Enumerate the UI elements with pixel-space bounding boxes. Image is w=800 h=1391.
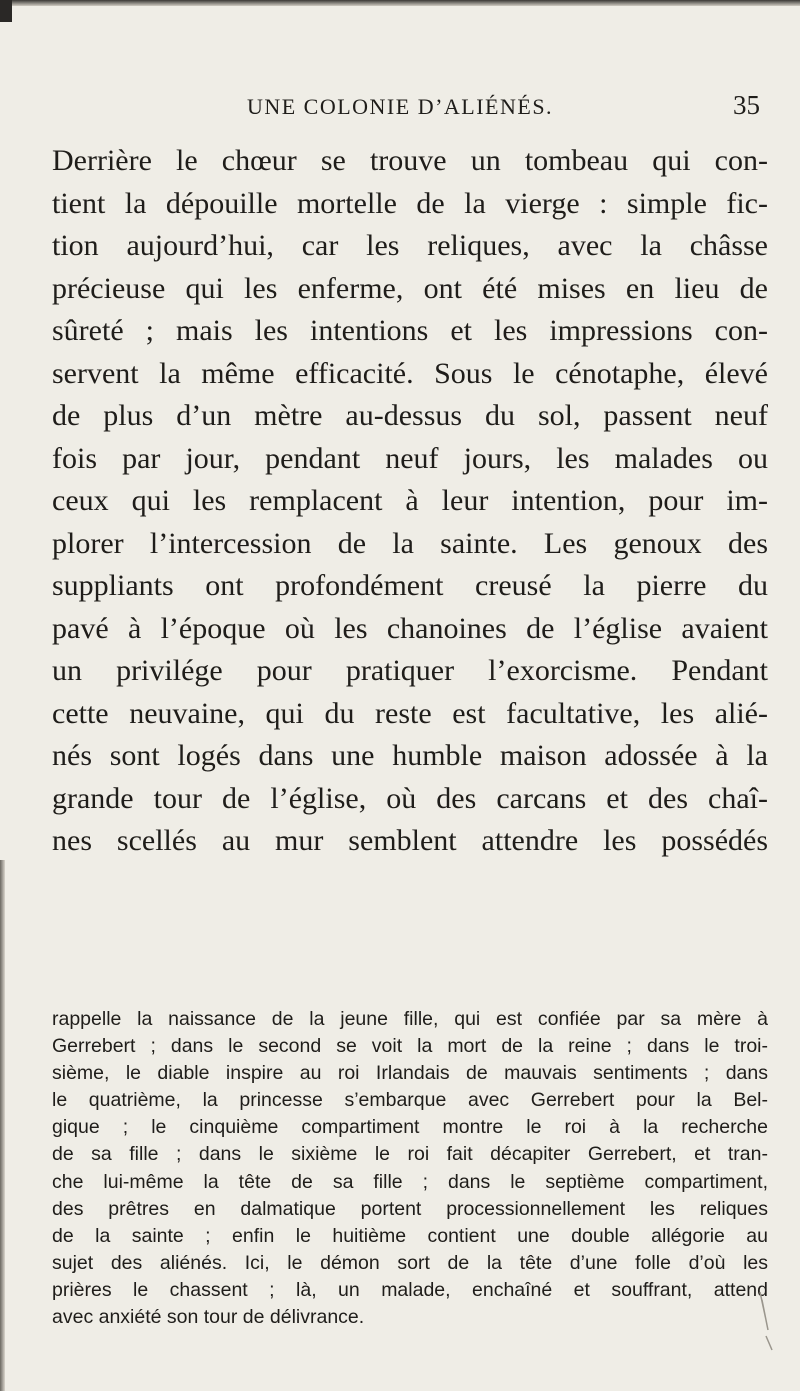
note-line: sième, le diable inspire au roi Irlandais de mauvais sentiments ; dans <box>52 1062 768 1085</box>
note-line: rappelle la naissance de la jeune fille, qui est confiée par sa mère à <box>52 1008 768 1030</box>
body-line: nes scellés au mur semblent attendre les possédés <box>52 824 768 857</box>
body-line: tion aujourd’hui, car les reliques, avec la châsse <box>52 229 768 262</box>
body-line: nés sont logés dans une humble maison adossée à la <box>52 739 768 772</box>
note-line: Gerrebert ; dans le second se voit la mort de la reine ; dans le troi- <box>52 1035 768 1058</box>
body-line: tient la dépouille mortelle de la vierge : simple fic- <box>52 186 768 220</box>
body-line: servent la même efficacité. Sous le cénotaphe, élevé <box>52 356 768 390</box>
note-line: de la sainte ; enfin le huitième contient une double allégorie au <box>52 1224 768 1247</box>
note-line: le quatrième, la princesse s’embarque avec Gerrebert pour la Bel- <box>52 1089 768 1112</box>
ink-smudge <box>752 1290 800 1390</box>
note-line: des prêtres en dalmatique portent processionnellement les reliques <box>52 1197 768 1220</box>
note-line: de sa fille ; dans le sixième le roi fait décapiter Gerrebert, et tran- <box>52 1143 768 1166</box>
body-line: un privilége pour pratiquer l’exorcisme. Pendant <box>52 654 768 687</box>
body-line: ceux qui les remplacent à leur intention, pour im- <box>52 484 768 517</box>
body-line: fois par jour, pendant neuf jours, les malades ou <box>52 441 768 475</box>
note-line: prières le chassent ; là, un malade, enchaîné et souffrant, attend <box>52 1278 768 1301</box>
top-page-edge <box>0 0 800 6</box>
body-line: grande tour de l’église, où des carcans et des chaî- <box>52 781 768 815</box>
note-line: gique ; le cinquième compartiment montre le roi à la recherche <box>52 1116 768 1139</box>
note-line: che lui-même la tête de sa fille ; dans le septième compartiment, <box>52 1170 768 1193</box>
body-line: suppliants ont profondément creusé la pierre du <box>52 569 768 602</box>
left-page-edge <box>0 860 5 1391</box>
page-corner-mark <box>0 0 12 22</box>
body-line: sûreté ; mais les intentions et les impressions con- <box>52 314 768 347</box>
body-line: précieuse qui les enferme, ont été mises en lieu de <box>52 271 768 305</box>
running-title: UNE COLONIE D’ALIÉNÉS. <box>246 94 554 119</box>
note-line: sujet des aliénés. Ici, le démon sort de la tête d’une folle d’où les <box>52 1251 768 1274</box>
body-line: de plus d’un mètre au-dessus du sol, passent neuf <box>52 399 768 432</box>
note-line: avec anxiété son tour de délivrance. <box>52 1306 365 1329</box>
body-line: plorer l’intercession de la sainte. Les genoux des <box>52 526 768 560</box>
running-head <box>120 88 760 128</box>
body-line: Derrière le chœur se trouve un tombeau qui con- <box>52 144 768 177</box>
body-line: cette neuvaine, qui du reste est facultative, les alié- <box>52 696 768 730</box>
body-line: pavé à l’époque où les chanoines de l’église avaient <box>52 611 768 645</box>
footnote-block <box>52 1006 768 1331</box>
page-number: 35 <box>733 90 760 120</box>
body-paragraph <box>52 140 768 863</box>
